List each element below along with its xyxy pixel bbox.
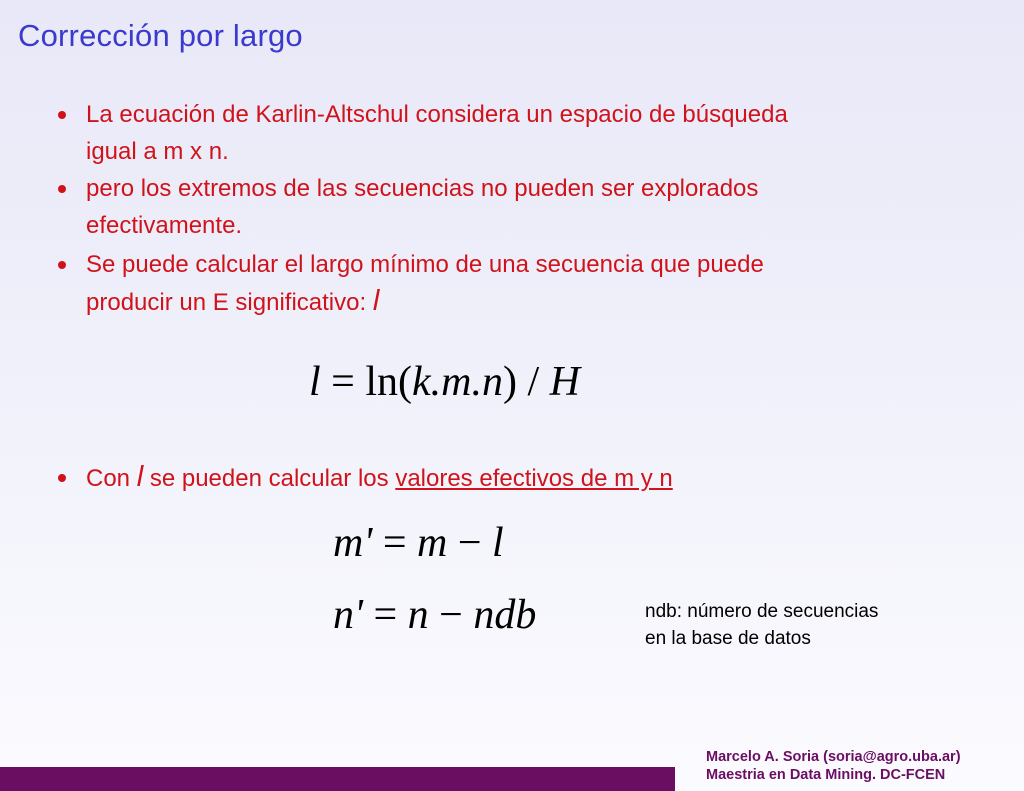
formula-term: ndb xyxy=(473,592,537,638)
formula-lhs: m' xyxy=(333,520,373,566)
formula-H: H xyxy=(549,359,580,405)
bullet-text: Se puede calcular el largo mínimo de una secuencia que puede xyxy=(86,251,764,278)
slide-title: Corrección por largo xyxy=(18,18,303,53)
bullet-text: producir un E significativo: xyxy=(86,289,373,316)
formula-length xyxy=(309,358,580,406)
formula-term: m xyxy=(417,520,448,566)
bullet-text: La ecuación de Karlin-Altschul considera un espacio de búsqueda xyxy=(86,101,788,128)
bullet-item xyxy=(56,246,956,321)
formula-minus: − xyxy=(428,592,474,638)
note-line: en la base de datos xyxy=(645,628,811,649)
formula-m-prime xyxy=(333,519,504,567)
formula-term: n xyxy=(407,592,429,638)
bullet-item xyxy=(56,459,673,497)
footer-author: Marcelo A. Soria (soria@agro.uba.ar) xyxy=(706,749,961,765)
bullet-dot-icon xyxy=(58,111,66,119)
bullet-text: se pueden calcular los xyxy=(143,465,396,492)
footer-credits xyxy=(706,748,1024,784)
footer-course: Maestria en Data Mining. DC-FCEN xyxy=(706,767,946,783)
variable-l: l xyxy=(136,461,144,493)
bullet-text: igual a m x n. xyxy=(86,138,229,165)
effective-values-link[interactable]: valores efectivos de m y n xyxy=(395,465,673,492)
formula-equals: = xyxy=(320,359,366,405)
formula-lhs: n' xyxy=(333,592,363,638)
formula-term: l xyxy=(492,520,504,566)
bullet-dot-icon xyxy=(58,185,66,193)
bullet-text: efectivamente. xyxy=(86,212,243,239)
bullet-text: pero los extremos de las secuencias no pueden ser explorados xyxy=(86,175,759,202)
ndb-note xyxy=(645,598,965,652)
formula-close: ) / xyxy=(503,359,550,405)
bullet-text: Con xyxy=(86,465,137,492)
formula-n-prime xyxy=(333,591,536,639)
formula-equals: = xyxy=(362,592,408,638)
bullet-dot-icon xyxy=(58,261,66,269)
formula-lhs: l xyxy=(309,359,321,405)
bullet-dot-icon xyxy=(58,474,66,482)
variable-l: l xyxy=(372,285,380,317)
note-line: ndb: número de secuencias xyxy=(645,601,879,622)
formula-equals: = xyxy=(372,520,418,566)
bullet-list xyxy=(56,96,956,321)
formula-fn: ln( xyxy=(365,359,413,405)
formula-minus: − xyxy=(447,520,493,566)
bullet-item xyxy=(56,170,956,244)
formula-args: k.m.n xyxy=(412,359,503,405)
bullet-item xyxy=(56,96,956,170)
footer-bar xyxy=(0,767,675,791)
